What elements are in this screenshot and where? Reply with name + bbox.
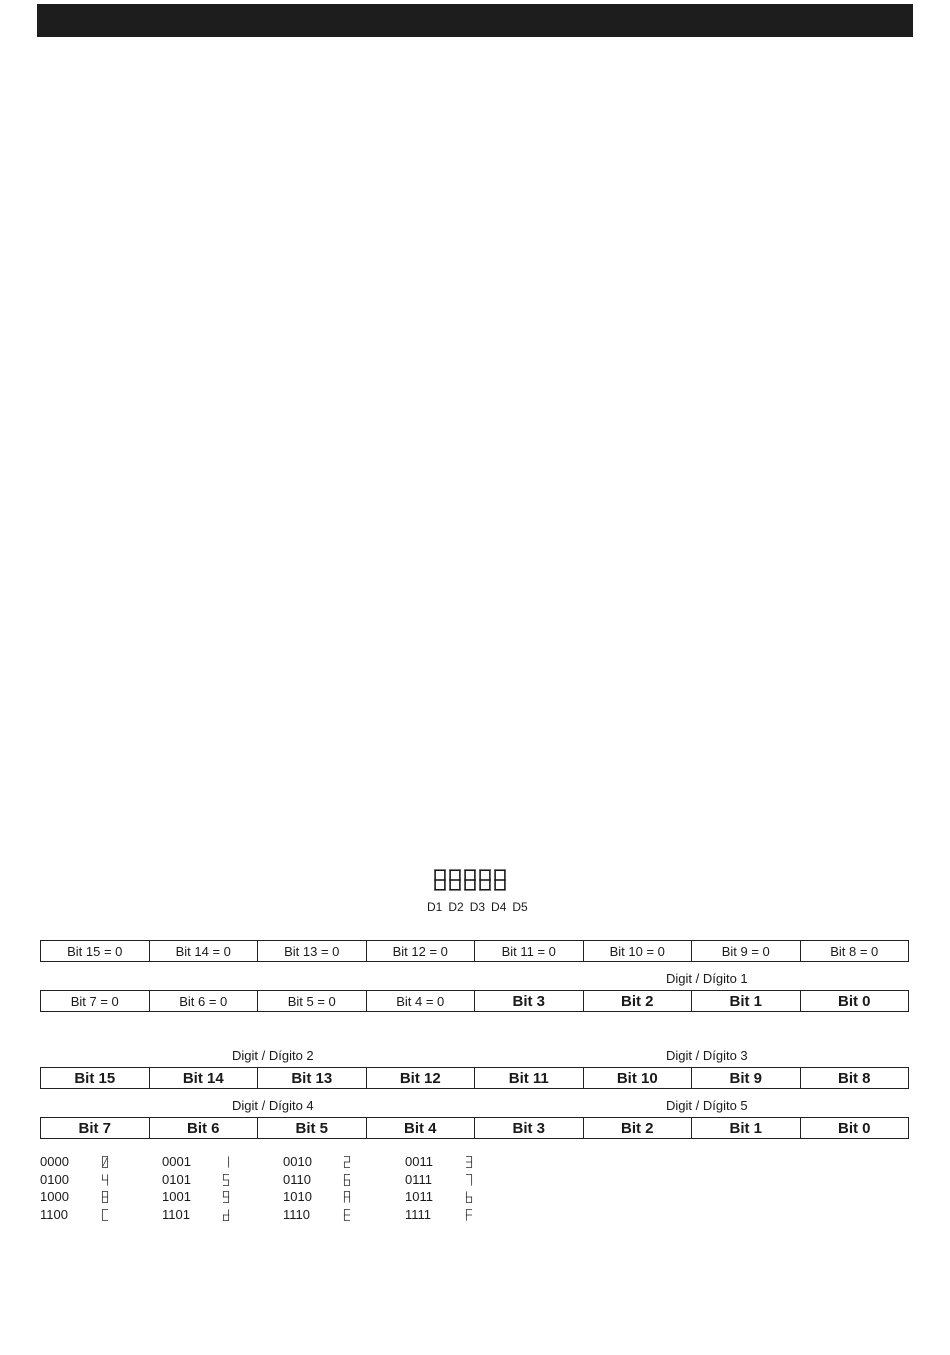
segment-glyph: [465, 1156, 473, 1168]
display-digit-label: D5: [512, 900, 528, 914]
low-word-high-byte-row: [40, 940, 909, 962]
high-word-low-byte-row: [40, 1117, 909, 1139]
segment-glyph: [222, 1209, 230, 1221]
seven-segment-display: [433, 869, 508, 893]
binary-code: 0010: [283, 1154, 312, 1169]
binary-code: 0110: [283, 1171, 311, 1187]
segment-glyph: [343, 1191, 351, 1203]
code-row: [40, 1207, 520, 1225]
bit-cell: Bit 7: [41, 1118, 150, 1138]
digit-4-label: Digit / Dígito 4: [232, 1098, 314, 1113]
binary-code: 1110: [283, 1206, 310, 1222]
bit-cell: Bit 10 = 0: [584, 941, 693, 961]
segment-glyph: [101, 1156, 109, 1168]
header-bar: [37, 4, 913, 37]
high-word-high-byte-row: [40, 1067, 909, 1089]
bit-cell: Bit 4: [367, 1118, 476, 1138]
segment-glyph: [343, 1174, 351, 1186]
binary-code: 1001: [162, 1189, 191, 1204]
bit-cell: Bit 8 = 0: [830, 943, 879, 959]
binary-code: 0000: [40, 1154, 69, 1169]
segment-glyph: [465, 1209, 473, 1221]
bit-cell: Bit 9: [692, 1068, 801, 1088]
binary-code: 1100: [40, 1206, 68, 1222]
code-row: [40, 1189, 520, 1207]
binary-code: 1000: [40, 1189, 69, 1204]
bit-cell: Bit 7 = 0: [41, 991, 150, 1011]
display-digit-labels: [427, 900, 528, 914]
bit-cell: Bit 15: [41, 1068, 150, 1088]
display-digit: [433, 869, 447, 891]
binary-code: 0111: [405, 1171, 432, 1187]
bit-cell: Bit 9 = 0: [692, 941, 801, 961]
binary-code: 0101: [162, 1171, 191, 1187]
bit-cell: Bit 4 = 0: [367, 991, 476, 1011]
bit-cell: Bit 12: [367, 1068, 476, 1088]
binary-code: 1101: [162, 1206, 190, 1222]
bit-cell: Bit 0: [837, 992, 871, 1010]
display-digit-label: D4: [491, 900, 507, 914]
segment-glyph: [465, 1174, 473, 1186]
low-word-low-byte-row: [40, 990, 909, 1012]
segment-glyph: [222, 1191, 230, 1203]
bit-cell: Bit 13: [258, 1068, 367, 1088]
digit-1-label: Digit / Dígito 1: [666, 971, 748, 986]
digit-2-label: Digit / Dígito 2: [232, 1048, 314, 1063]
bit-cell: Bit 11: [475, 1068, 584, 1088]
binary-code: 0100: [40, 1171, 69, 1187]
segment-glyph: [101, 1191, 109, 1203]
segment-glyph: [222, 1174, 230, 1186]
bit-cell: Bit 6 = 0: [150, 991, 259, 1011]
segment-glyph: [101, 1174, 109, 1186]
bit-cell: Bit 10: [584, 1068, 693, 1088]
bit-cell: Bit 3: [475, 991, 584, 1011]
bit-cell: Bit 8: [837, 1069, 871, 1087]
code-row: [40, 1154, 520, 1172]
bit-cell: Bit 5 = 0: [258, 991, 367, 1011]
segment-glyph: [222, 1156, 230, 1168]
bit-cell: Bit 3: [475, 1118, 584, 1138]
bit-cell: Bit 6: [150, 1118, 259, 1138]
bit-cell: Bit 13 = 0: [258, 941, 367, 961]
bit-cell: Bit 14: [150, 1068, 259, 1088]
display-digit-label: D2: [448, 900, 464, 914]
bit-cell: Bit 5: [258, 1118, 367, 1138]
bit-cell: Bit 2: [584, 991, 693, 1011]
display-digit: [493, 869, 507, 891]
bit-cell: Bit 0: [837, 1119, 871, 1137]
display-digit: [448, 869, 462, 891]
display-digit-label: D1: [427, 900, 443, 914]
binary-code: 0001: [162, 1154, 191, 1169]
display-digit: [478, 869, 492, 891]
bit-cell: Bit 1: [692, 1118, 801, 1138]
display-digit: [463, 869, 477, 891]
segment-glyph: [343, 1156, 351, 1168]
binary-code: 1011: [405, 1189, 433, 1204]
segment-glyph: [343, 1209, 351, 1221]
bit-cell: Bit 1: [692, 991, 801, 1011]
binary-code: 1010: [283, 1189, 312, 1204]
bit-cell: Bit 12 = 0: [367, 941, 476, 961]
display-digit-label: D3: [469, 900, 486, 914]
binary-code: 0011: [405, 1154, 433, 1169]
bit-cell: Bit 15 = 0: [41, 941, 150, 961]
binary-code: 1111: [405, 1206, 432, 1222]
bit-cell: Bit 11 = 0: [475, 941, 584, 961]
bit-cell: Bit 2: [584, 1118, 693, 1138]
hex-code-table: [40, 1154, 520, 1224]
bit-cell: Bit 14 = 0: [150, 941, 259, 961]
digit-5-label: Digit / Dígito 5: [666, 1098, 748, 1113]
digit-3-label: Digit / Dígito 3: [666, 1048, 748, 1063]
code-row: [40, 1172, 520, 1190]
segment-glyph: [101, 1209, 109, 1221]
segment-glyph: [465, 1191, 473, 1203]
